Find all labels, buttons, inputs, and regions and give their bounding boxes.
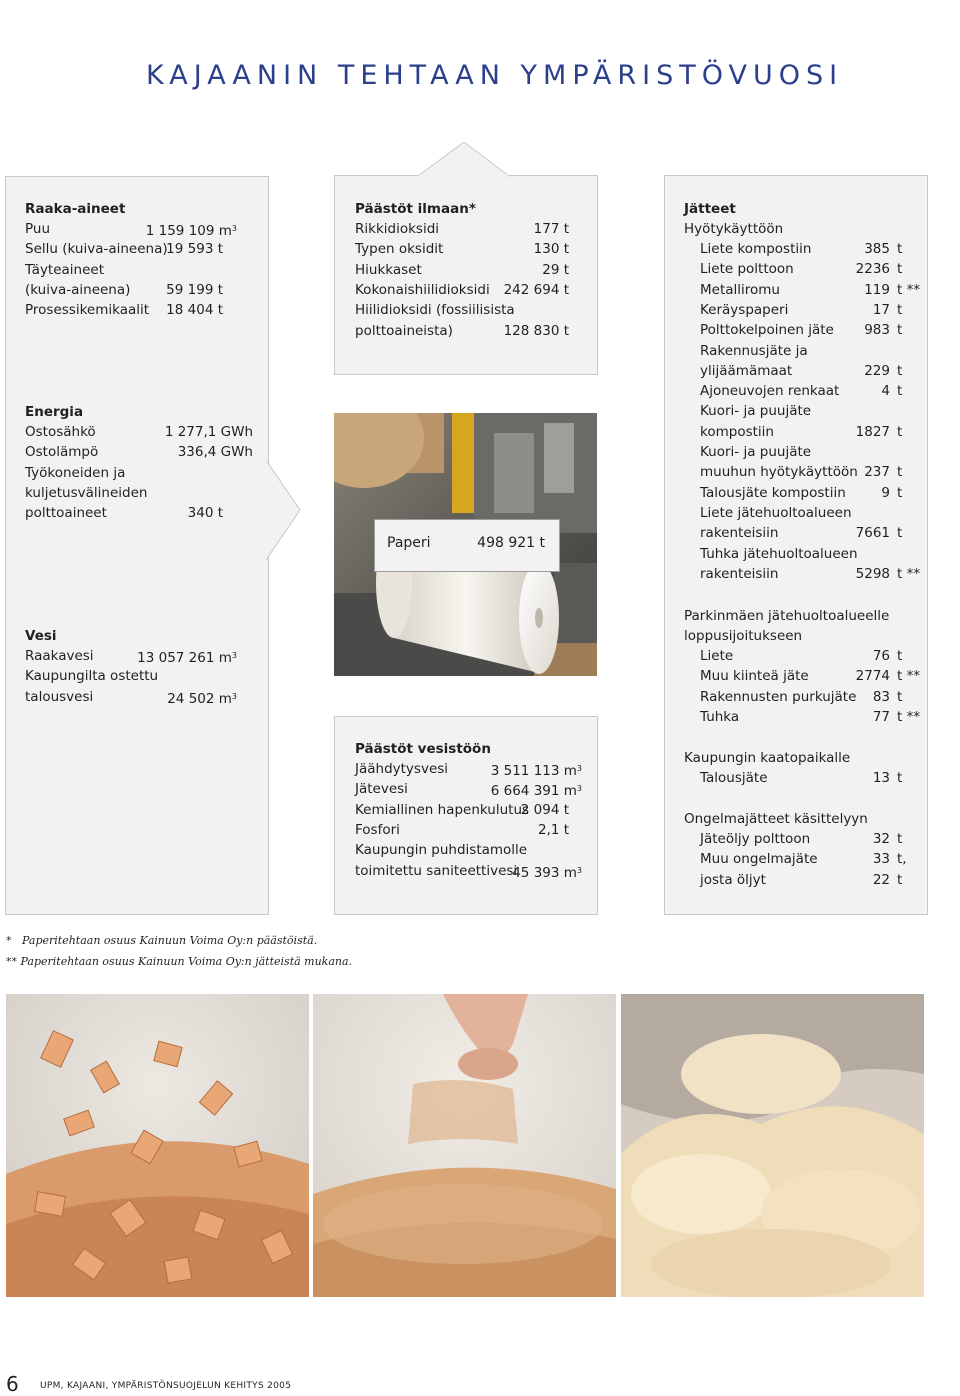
waste-row-label: Muu ongelmajäte	[700, 851, 818, 868]
water-emissions-row-label: Jäähdytysvesi	[355, 761, 449, 777]
waste-row-value-text: 83	[872, 688, 890, 705]
waste-row-value-text: 2236	[855, 261, 890, 278]
waste-row-unit: t	[897, 383, 903, 400]
water-emissions-row-label: Kaupungin puhdistamolle	[355, 842, 528, 859]
waste-row-unit: t	[897, 261, 903, 278]
energy-row-value	[165, 422, 253, 442]
energy-row-value	[178, 442, 253, 462]
waste-row-value	[856, 422, 890, 442]
sawdust-hand-photo	[313, 994, 616, 1297]
waste-row-value-text: 385	[864, 241, 890, 257]
water-heading-label: Vesi	[25, 628, 57, 644]
waste-row-label: Liete polttoon	[700, 261, 794, 278]
waste-row-unit: t	[897, 688, 903, 705]
waste-row-value-text: 22	[872, 871, 890, 888]
waste-row-value-text: 17	[872, 301, 890, 318]
water-row-value	[167, 687, 237, 709]
air-row-value	[504, 280, 569, 300]
waste-row-label: kompostiin	[700, 423, 774, 440]
raw-materials-row-value-text: 59 199 t	[166, 281, 223, 298]
waste-row-unit: t,	[897, 851, 907, 868]
water-emissions-row-label: Fosfori	[355, 821, 400, 838]
energy-row-value-text: 1 277,1 GWh	[164, 424, 253, 440]
waste-row-value-text: 33	[872, 851, 890, 868]
waste-row-value	[873, 829, 890, 849]
waste-row-label: Polttokelpoinen jäte	[700, 322, 834, 339]
waste-row-value	[856, 259, 890, 279]
waste-row-unit: t	[897, 464, 903, 481]
waste-row-unit: t **	[897, 565, 921, 582]
footnote-2: ** Paperitehtaan osuus Kainuun Voima Oy:n jätteistä mukana.	[6, 955, 353, 968]
waste-row-value	[873, 646, 890, 666]
waste-row-value	[873, 707, 890, 727]
waste-row-unit: t	[897, 362, 903, 379]
footnote-1: * Paperitehtaan osuus Kainuun Voima Oy:n päästöistä.	[6, 934, 318, 947]
panel-arrow-up	[418, 142, 510, 177]
raw-materials-row-label: Puu	[25, 221, 51, 237]
water-emissions-row-value	[491, 779, 582, 801]
water-emissions-row-value	[512, 861, 582, 883]
waste-row-value-text: 983	[864, 322, 890, 339]
waste-row-value	[864, 280, 890, 300]
water-emissions-row-superscript: 3	[576, 784, 582, 794]
waste-row-value	[873, 768, 890, 788]
energy-heading-label: Energia	[25, 404, 84, 420]
raw-materials-row-value	[166, 239, 223, 259]
air-row-label: Hiilidioksidi (fossiilisista	[355, 302, 515, 319]
panel-arrow-right	[266, 460, 302, 560]
water-emissions-row-value-text: 2,1 t	[537, 821, 569, 838]
waste-row-value-text: 76	[872, 648, 890, 664]
waste-row-label: Liete jätehuoltoalueen	[700, 504, 852, 521]
waste-row-value	[864, 239, 890, 259]
energy-row-value	[188, 503, 223, 523]
air-row-label: polttoaineista)	[355, 322, 453, 339]
paper-label: Paperi	[387, 535, 431, 551]
water-row-label: talousvesi	[25, 688, 94, 705]
water-emissions-row-value	[538, 820, 569, 840]
air-heading-label: Päästöt ilmaan*	[355, 201, 476, 217]
water-emissions-row-superscript: 3	[576, 764, 582, 773]
wood-chips-photo	[6, 994, 309, 1297]
waste-row-value	[864, 462, 890, 482]
water-row-superscript: 3	[231, 651, 237, 660]
waste-row-value-text: 237	[864, 464, 890, 481]
water-emissions-row-label: Jätevesi	[355, 781, 408, 798]
water-emissions-row-value-text: 45 393 m	[512, 864, 577, 881]
raw-materials-row-label: Sellu (kuiva-aineena)	[25, 241, 168, 258]
energy-row-value-text: 336,4 GWh	[177, 444, 253, 461]
raw-materials-row-value-text: 19 593 t	[166, 241, 223, 258]
raw-materials-row-label: Täyteaineet	[25, 261, 105, 278]
water-row-value-text: 13 057 261 m	[137, 650, 232, 666]
energy-row-label: polttoaineet	[25, 505, 107, 522]
air-row-value	[534, 239, 569, 259]
water-row-label: Raakavesi	[25, 648, 94, 664]
waste-row-label: Rakennusten purkujäte	[700, 688, 857, 705]
waste-row-label: Tuhka jätehuoltoalueen	[700, 545, 858, 562]
waste-row-label: Keräyspaperi	[700, 301, 789, 318]
waste-row-label: Ajoneuvojen renkaat	[700, 383, 840, 400]
air-row-label: Typen oksidit	[355, 241, 444, 258]
waste-row-value-text: 77	[872, 708, 890, 725]
raw-materials-row-value-text: 1 159 109 m	[145, 223, 232, 239]
waste-row-label: Talousjäte kompostiin	[700, 484, 846, 501]
waste-row-value-text: 9	[881, 484, 890, 501]
waste-row-label: rakenteisiin	[700, 565, 779, 582]
waste-row-label: muuhun hyötykäyttöön	[700, 464, 858, 481]
air-row-value	[534, 219, 569, 239]
waste-row-unit: t **	[897, 708, 921, 725]
waste-row-unit: t	[897, 301, 903, 318]
water-emissions-row-superscript: 3	[576, 865, 582, 875]
waste-row-unit: t **	[897, 668, 921, 685]
waste-row-unit: t	[897, 241, 903, 257]
waste-row-value-text: 229	[864, 362, 890, 379]
page-footer: UPM, KAJAANI, YMPÄRISTÖNSUOJELUN KEHITYS 2005	[40, 1381, 292, 1391]
water-emissions-row-label: Kemiallinen hapenkulutus	[355, 801, 530, 818]
air-row-value-text: 130 t	[533, 241, 569, 258]
waste-row-value	[873, 870, 890, 890]
raw-materials-row-value	[146, 219, 237, 241]
waste-row-unit: t	[897, 648, 903, 664]
waste-row-value-text: 32	[872, 831, 890, 847]
waste-row-label: Metalliromu	[700, 281, 780, 298]
energy-row-label: Ostosähkö	[25, 424, 96, 440]
waste-row-label: rakenteisiin	[700, 525, 779, 542]
waste-row-unit: t	[897, 831, 903, 847]
paper-value: 498 921 t	[477, 535, 545, 551]
water-emissions-row-value-text: 6 664 391 m	[490, 783, 577, 800]
waste-row-value	[856, 666, 890, 686]
waste-row-unit: t	[897, 525, 903, 542]
waste-row-label: Tuhka	[700, 708, 740, 725]
water-row-superscript: 3	[231, 691, 237, 701]
water-emissions-row-value-text: 2 094 t	[520, 801, 569, 818]
paper-label-box	[374, 519, 560, 572]
air-row-label: Kokonaishiilidioksidi	[355, 281, 490, 298]
hazardous-waste-heading-label: Ongelmajätteet käsittelyyn	[684, 811, 868, 827]
water-emissions-heading-label: Päästöt vesistöön	[355, 741, 491, 757]
energy-row-label: Työkoneiden ja	[25, 464, 126, 481]
energy-row-label: kuljetusvälineiden	[25, 484, 148, 501]
air-row-value-text: 128 830 t	[503, 322, 569, 339]
waste-row-label: Rakennusjäte ja	[700, 342, 808, 359]
waste-row-label: Talousjäte	[700, 770, 768, 786]
waste-row-label: Liete kompostiin	[700, 241, 812, 257]
waste-row-value	[856, 564, 890, 584]
raw-materials-row-superscript: 3	[231, 224, 237, 233]
waste-row-label: Kuori- ja puujäte	[700, 444, 812, 460]
air-row-value	[542, 260, 569, 280]
city-landfill-heading-label: Kaupungin kaatopaikalle	[684, 750, 851, 766]
waste-row-value-text: 1827	[855, 423, 890, 440]
waste-row-unit: t	[897, 423, 903, 440]
air-row-value-text: 242 694 t	[503, 281, 569, 298]
page-title: KAJAANIN TEHTAAN YMPÄRISTÖVUOSI	[146, 60, 844, 91]
water-emissions-row-label: toimitettu saniteettivesi	[355, 862, 518, 879]
waste-row-unit: t	[897, 871, 903, 888]
raw-materials-row-value	[166, 300, 223, 320]
waste-row-label: josta öljyt	[700, 871, 766, 888]
waste-row-label: Muu kiinteä jäte	[700, 668, 809, 685]
waste-row-value	[881, 483, 890, 503]
waste-row-label: ylijäämämaat	[700, 362, 793, 379]
waste-row-value	[873, 849, 890, 869]
water-emissions-row-value-text: 3 511 113 m	[490, 763, 577, 779]
water-emissions-row-value	[521, 800, 569, 820]
energy-row-value-text: 340 t	[187, 505, 223, 522]
waste-row-value	[864, 320, 890, 340]
water-row-value	[137, 646, 237, 668]
water-emissions-row-value	[491, 759, 582, 781]
waste-row-label: Liete	[700, 648, 734, 664]
air-row-label: Rikkidioksidi	[355, 221, 440, 237]
waste-heading-label: Jätteet	[684, 201, 736, 217]
raw-materials-row-value-text: 18 404 t	[166, 302, 223, 319]
waste-row-value-text: 7661	[855, 525, 890, 542]
waste-row-value	[881, 381, 890, 401]
waste-row-value-text: 5298	[855, 565, 890, 582]
raw-materials-row-label: Prosessikemikaalit	[25, 302, 150, 319]
air-row-value	[504, 321, 569, 341]
air-row-label: Hiukkaset	[355, 261, 422, 278]
pulp-photo	[621, 994, 924, 1297]
raw-materials-row-value	[166, 280, 223, 300]
water-row-label: Kaupungilta ostettu	[25, 668, 159, 685]
raw-materials-row-label: (kuiva-aineena)	[25, 281, 131, 298]
waste-row-value	[873, 687, 890, 707]
waste-row-value-text: 13	[872, 770, 890, 786]
waste-row-value-text: 2774	[855, 668, 890, 685]
waste-row-value-text: 119	[864, 281, 890, 298]
raw-materials-heading-label: Raaka-aineet	[25, 201, 126, 217]
air-row-value-text: 29 t	[542, 261, 569, 278]
waste-row-unit: t **	[897, 281, 921, 298]
waste-row-value	[856, 523, 890, 543]
waste-row-unit: t	[897, 484, 903, 501]
air-row-value-text: 177 t	[533, 221, 569, 237]
landfill-heading-label: Parkinmäen jätehuoltoalueelle	[684, 608, 890, 624]
water-row-value-text: 24 502 m	[167, 690, 232, 707]
waste-row-value-text: 4	[881, 383, 890, 400]
landfill-heading-2-label: loppusijoitukseen	[684, 628, 803, 644]
page-number: 6	[6, 1372, 19, 1396]
waste-subheading-label: Hyötykäyttöön	[684, 221, 784, 237]
waste-row-unit: t	[897, 322, 903, 339]
energy-row-label: Ostolämpö	[25, 444, 99, 461]
waste-row-label: Kuori- ja puujäte	[700, 403, 812, 420]
waste-row-value	[864, 361, 890, 381]
waste-row-unit: t	[897, 770, 903, 786]
waste-row-value	[873, 300, 890, 320]
waste-row-label: Jäteöljy polttoon	[700, 831, 811, 847]
